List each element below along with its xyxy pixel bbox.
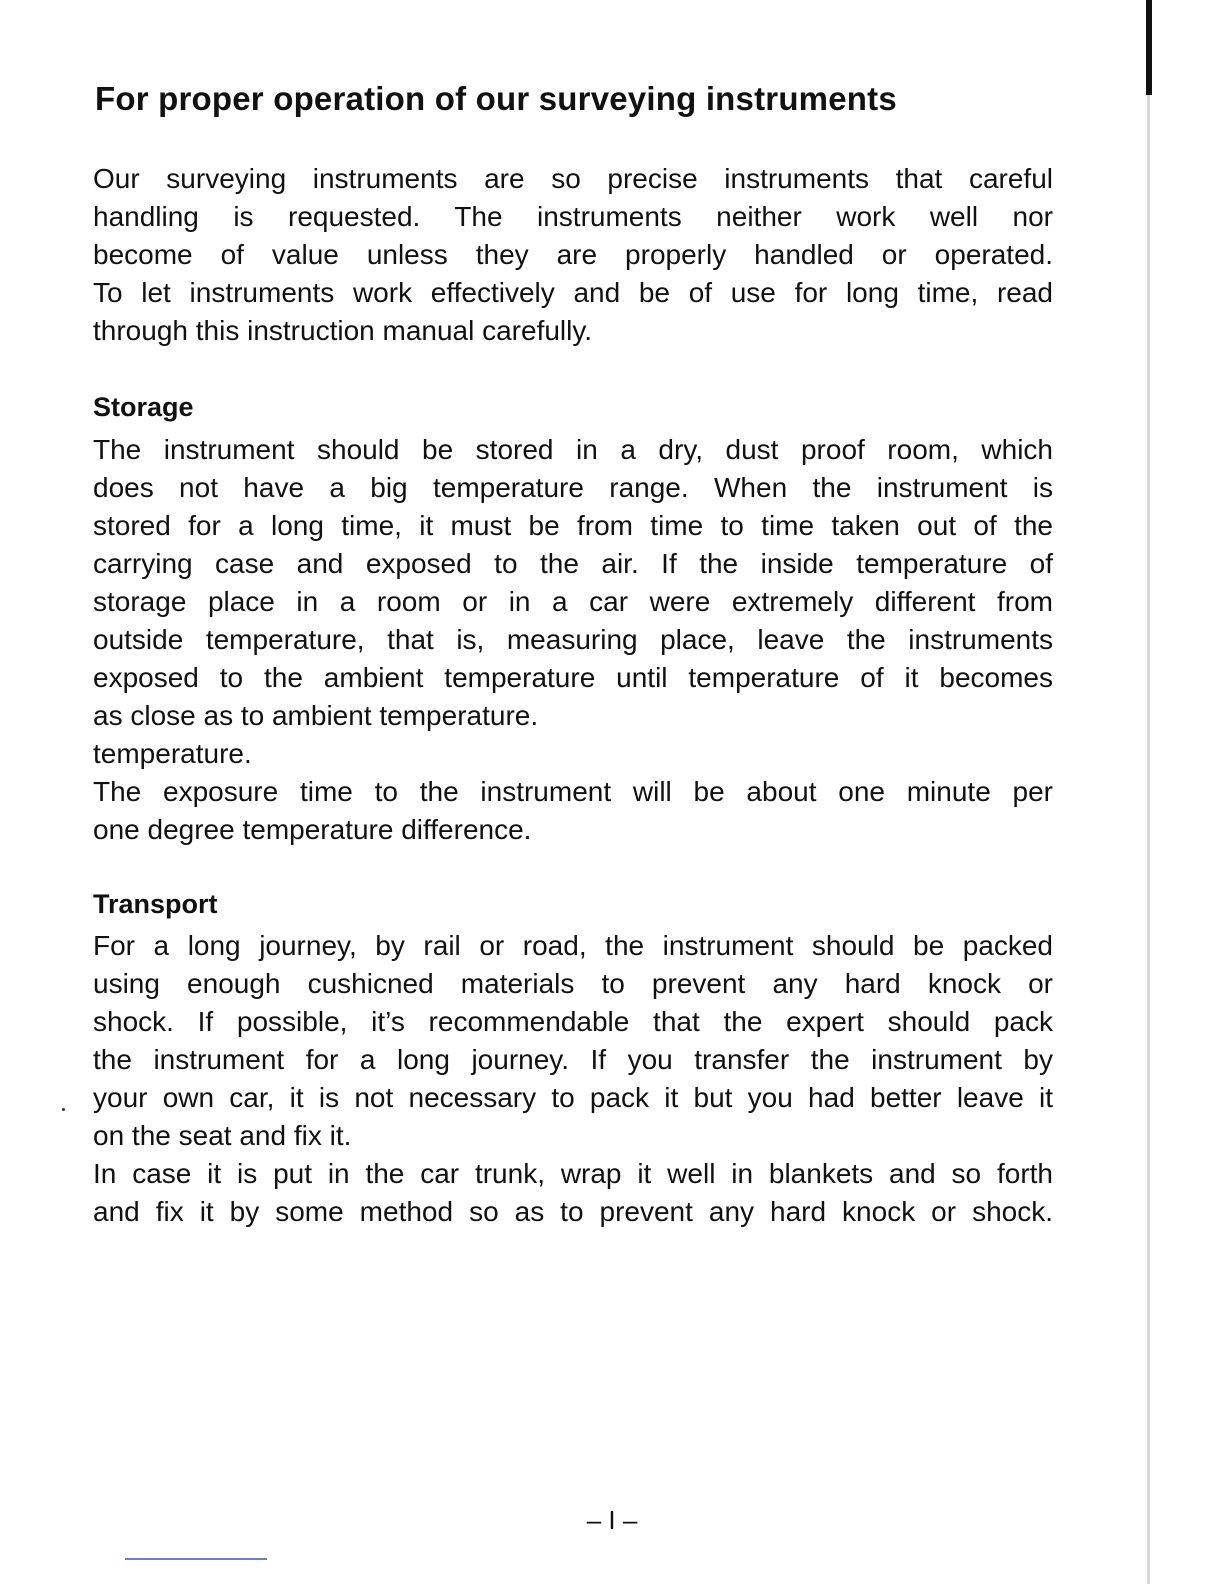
transport-line: For a long journey, by rail or road, the instrument should be packed (93, 930, 1053, 961)
transport-heading: Transport (93, 889, 218, 919)
intro-line: To let instruments work effectively and be of use for long time, read (93, 277, 1053, 308)
page-number: – I – (586, 1505, 638, 1535)
footer-rule (125, 1558, 267, 1560)
storage-line: storage place in a room or in a car were extremely different from (93, 586, 1053, 617)
storage-line: does not have a big temperature range. When the instrument is (93, 472, 1053, 503)
transport-line: using enough cushicned materials to prevent any hard knock or (93, 968, 1053, 999)
storage-line: The instrument should be stored in a dry, dust proof room, which (93, 434, 1053, 465)
transport-line: shock. If possible, it’s recommendable that the expert should pack (93, 1006, 1053, 1037)
page-title: For proper operation of our surveying instruments (95, 80, 897, 117)
intro-line: through this instruction manual carefully. (93, 315, 593, 346)
transport-line: your own car, it is not necessary to pack it but you had better leave it (93, 1082, 1053, 1113)
storage-line: outside temperature, that is, measuring place, leave the instruments (93, 624, 1053, 655)
storage-heading: Storage (93, 392, 194, 422)
transport-line: on the seat and fix it. (93, 1120, 352, 1151)
scan-edge-line (1147, 0, 1150, 1584)
storage-line: stored for a long time, it must be from time to time taken out of the (93, 510, 1053, 541)
intro-line: Our surveying instruments are so precise instruments that careful (93, 163, 1053, 194)
transport-paragraph (93, 927, 1053, 1231)
intro-line: become of value unless they are properly handled or operated. (93, 239, 1053, 270)
storage-paragraph (93, 431, 1053, 849)
storage-line: one degree temperature difference. (93, 814, 532, 845)
transport-line: and fix it by some method so as to prevent any hard knock or shock. (93, 1196, 1053, 1227)
transport-line: In case it is put in the car trunk, wrap it well in blankets and so forth (93, 1158, 1053, 1189)
storage-line: as close as to ambient temperature. (93, 700, 539, 731)
intro-line: handling is requested. The instruments neither work well nor (93, 201, 1053, 232)
intro-paragraph (93, 160, 1053, 350)
storage-line: carrying case and exposed to the air. If the inside temperature of (93, 548, 1053, 579)
scan-edge-mark (1146, 0, 1152, 95)
storage-line: exposed to the ambient temperature until temperature of it becomes (93, 662, 1053, 693)
storage-line: The exposure time to the instrument will be about one minute per (93, 776, 1053, 807)
transport-line: the instrument for a long journey. If you transfer the instrument by (93, 1044, 1053, 1075)
scan-speck (62, 1108, 65, 1111)
storage-line: temperature. (93, 738, 252, 769)
